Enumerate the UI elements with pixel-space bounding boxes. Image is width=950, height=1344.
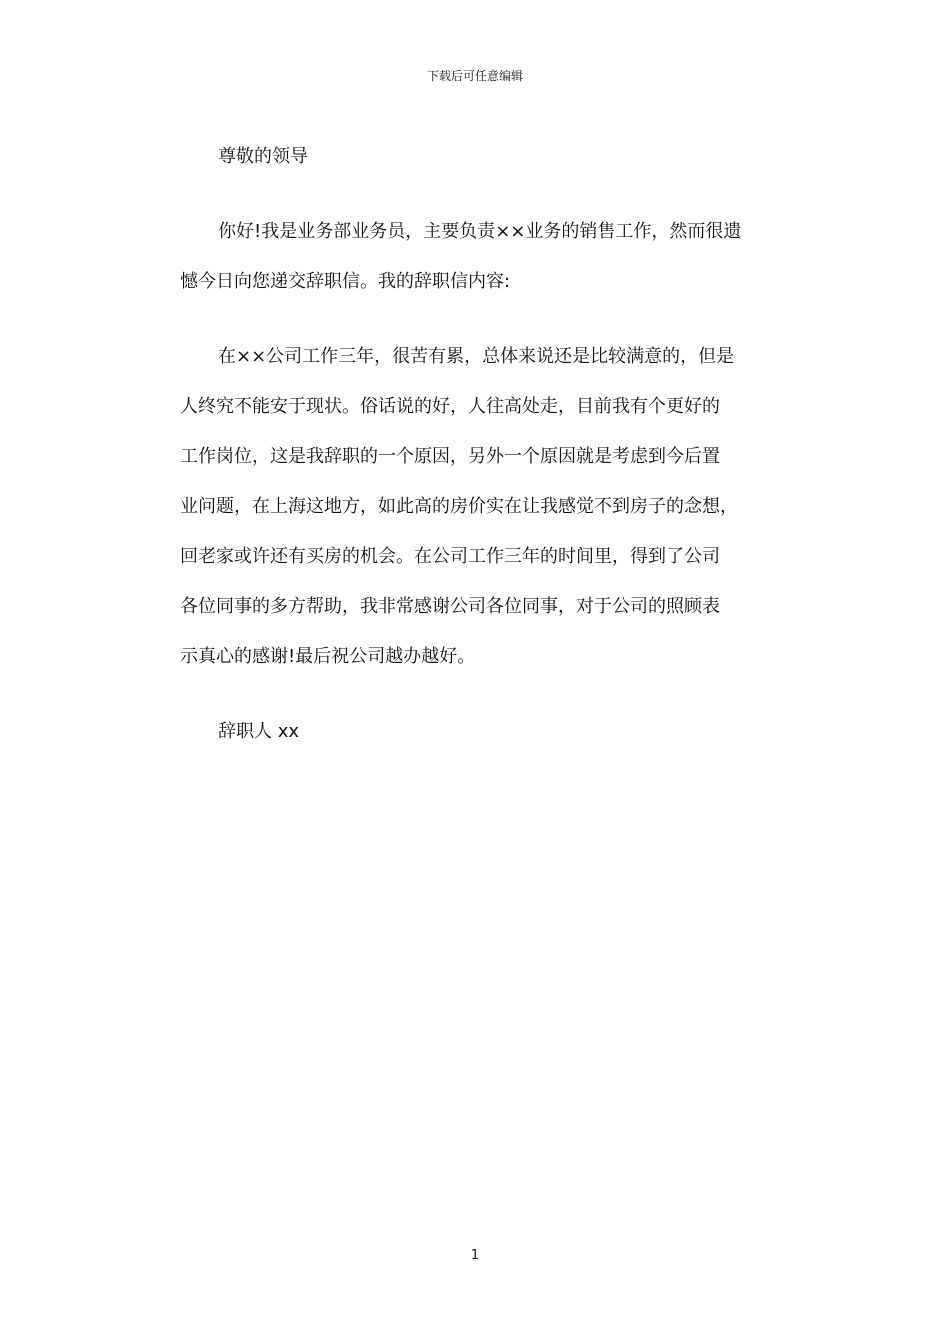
body-line-5: 回老家或许还有买房的机会。在公司工作三年的时间里，得到了公司 [180,546,720,567]
intro-paragraph [180,207,775,307]
main-paragraph [180,332,775,682]
letter-body [180,132,775,757]
body-line-3: 工作岗位，这是我辞职的一个原因，另外一个原因就是考虑到今后置 [180,446,720,467]
page-number: 1 [470,1248,480,1263]
body-line-4: 业问题，在上海这地方，如此高的房价实在让我感觉不到房子的念想， [180,496,738,517]
intro-line-2: 憾今日向您递交辞职信。我的辞职信内容: [180,271,511,292]
signature-text: 辞职人 xx [218,721,300,742]
body-line-1: 在××公司工作三年，很苦有累，总体来说还是比较满意的，但是 [218,346,735,367]
intro-line-1: 你好!我是业务部业务员，主要负责××业务的销售工作，然而很遗 [218,221,742,242]
salutation-text: 尊敬的领导 [218,146,308,167]
signature [180,707,775,757]
body-line-6: 各位同事的多方帮助，我非常感谢公司各位同事，对于公司的照顾表 [180,596,720,617]
header-note: 下载后可任意编辑 [426,69,523,83]
body-line-2: 人终究不能安于现状。俗话说的好，人往高处走，目前我有个更好的 [180,396,720,417]
salutation [180,132,775,182]
body-line-7: 示真心的感谢!最后祝公司越办越好。 [180,646,476,667]
